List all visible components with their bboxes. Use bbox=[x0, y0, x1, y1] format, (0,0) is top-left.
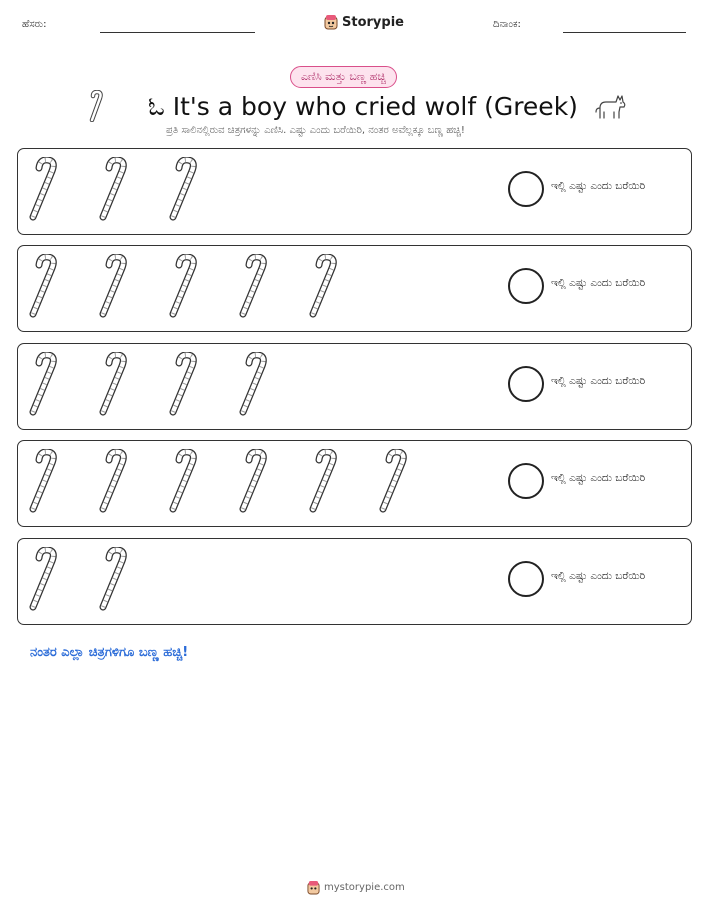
count-row bbox=[17, 440, 692, 527]
date-field[interactable] bbox=[563, 32, 686, 33]
candy-cane-icon[interactable] bbox=[98, 547, 132, 611]
site-url: mystorypie.com bbox=[324, 882, 405, 893]
coloring-note: ನಂತರ ಎಲ್ಲಾ ಚಿತ್ರಗಳಿಗೂ ಬಣ್ಣ ಹಚ್ಚಿ! bbox=[30, 645, 189, 660]
name-field[interactable] bbox=[100, 32, 255, 33]
candy-cane-icon[interactable] bbox=[98, 449, 132, 513]
candy-cane-icon[interactable] bbox=[308, 449, 342, 513]
page-title: ಓ It's a boy who cried wolf (Greek) bbox=[148, 92, 578, 121]
date-label: ದಿನಾಂಕ: bbox=[493, 19, 521, 30]
candy-cane-icon[interactable] bbox=[308, 254, 342, 318]
name-label: ಹೆಸರು: bbox=[22, 19, 47, 30]
candy-cane-icon[interactable] bbox=[238, 449, 272, 513]
answer-circle[interactable] bbox=[508, 561, 544, 597]
count-row bbox=[17, 245, 692, 332]
candy-cane-icon[interactable] bbox=[28, 449, 62, 513]
candy-cane-icon[interactable] bbox=[98, 254, 132, 318]
candy-cane-icon[interactable] bbox=[238, 254, 272, 318]
answer-label: ಇಲ್ಲಿ ಎಷ್ಟು ಎಂದು ಬರೆಯಿರಿ bbox=[551, 375, 646, 387]
count-row bbox=[17, 538, 692, 625]
wolf-icon bbox=[594, 90, 628, 124]
answer-label: ಇಲ್ಲಿ ಎಷ್ಟು ಎಂದು ಬರೆಯಿರಿ bbox=[551, 180, 646, 192]
candy-cane-icon[interactable] bbox=[28, 254, 62, 318]
answer-circle[interactable] bbox=[508, 171, 544, 207]
answer-circle[interactable] bbox=[508, 268, 544, 304]
candy-cane-icon[interactable] bbox=[168, 449, 202, 513]
count-row bbox=[17, 148, 692, 235]
brand-logo bbox=[324, 14, 404, 30]
candy-cane-icon[interactable] bbox=[28, 547, 62, 611]
activity-badge: ಎಣಿಸಿ ಮತ್ತು ಬಣ್ಣ ಹಚ್ಚಿ bbox=[290, 66, 397, 88]
candy-cane-icon[interactable] bbox=[238, 352, 272, 416]
candy-cane-icon bbox=[88, 90, 106, 122]
answer-circle[interactable] bbox=[508, 366, 544, 402]
candy-cane-icon[interactable] bbox=[98, 157, 132, 221]
candy-cane-icon[interactable] bbox=[168, 254, 202, 318]
answer-circle[interactable] bbox=[508, 463, 544, 499]
candy-cane-icon[interactable] bbox=[98, 352, 132, 416]
answer-label: ಇಲ್ಲಿ ಎಷ್ಟು ಎಂದು ಬರೆಯಿರಿ bbox=[551, 472, 646, 484]
count-row bbox=[17, 343, 692, 430]
candy-cane-icon[interactable] bbox=[168, 157, 202, 221]
storypie-mascot-icon bbox=[324, 14, 338, 30]
site-footer bbox=[307, 880, 405, 895]
answer-label: ಇಲ್ಲಿ ಎಷ್ಟು ಎಂದು ಬರೆಯಿರಿ bbox=[551, 570, 646, 582]
answer-label: ಇಲ್ಲಿ ಎಷ್ಟು ಎಂದು ಬರೆಯಿರಿ bbox=[551, 277, 646, 289]
candy-cane-icon[interactable] bbox=[28, 352, 62, 416]
candy-cane-icon[interactable] bbox=[378, 449, 412, 513]
candy-cane-icon[interactable] bbox=[168, 352, 202, 416]
instructions: ಪ್ರತಿ ಸಾಲಿನಲ್ಲಿರುವ ಚಿತ್ರಗಳನ್ನು ಎಣಿಸಿ. ಎಷ್ಟು ಎಂದು ಬರೆಯಿರಿ, ನಂತರ ಅವೆಲ್ಲಕ್ಕೂ ಬಣ್ಣ ಹಚ್ಚಿ! bbox=[166, 125, 465, 136]
brand-name: Storypie bbox=[342, 14, 404, 30]
candy-cane-icon[interactable] bbox=[28, 157, 62, 221]
storypie-mascot-icon bbox=[307, 880, 320, 895]
